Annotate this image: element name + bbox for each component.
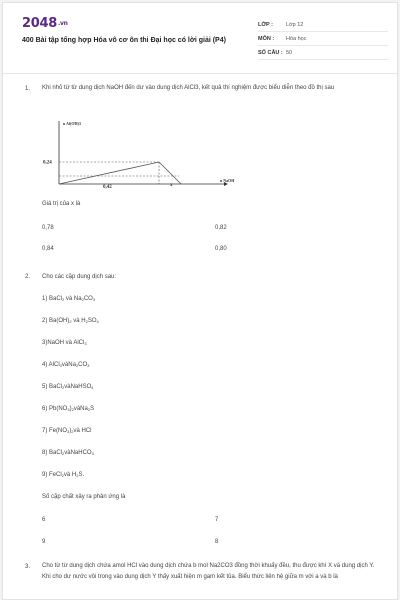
q2-item-2: 2) $Ba(OH)_2$ và $H_2SO_4$ xyxy=(42,318,99,324)
q2-item-1: 1) BaCl$_2$ và $Na_2CO_3$ xyxy=(42,296,96,302)
meta-key: LỚP : xyxy=(258,21,273,28)
q2-question: Số cặp chất xảy ra phản ứng là xyxy=(42,494,126,500)
q2-item-5: 5) BaCl$_2$vàNaHSO$_4$ xyxy=(42,384,94,390)
meta-row-count xyxy=(258,46,388,60)
q3-text: Cho từ từ dung dịch chứa amol HCl vào dung dịch chứa b mol Na2CO3 đồng thời khuấy đều, thu được khí X và dung dịch Y. Khi cho dư nước vôi trong vào dung dịch Y thấy xuất hiện m gam kết tủa. Biểu thức liên hệ giữa m với a và b là xyxy=(42,563,375,580)
q1-option-a[interactable]: 0,78 xyxy=(42,225,54,231)
q1-text: Khi nhỏ từ từ dung dịch NaOH đến dư vào dung dịch AlCl3, kết quả thí nghiệm được biểu diễn theo đồ thị sau xyxy=(42,85,335,91)
logo-suffix: .vn xyxy=(57,20,68,27)
meta-key: MÔN : xyxy=(258,35,275,42)
q2-item-4: 4) $AlCl_3vàNa_2CO_3$ xyxy=(42,362,90,368)
meta-row-subject xyxy=(258,32,388,46)
q2-item-7: 7) $Fe(NO_3)_2và$ HCl xyxy=(42,428,92,434)
meta-value: Lớp 12 xyxy=(286,21,304,28)
q2-option-d[interactable]: 8 xyxy=(215,539,219,545)
meta-key: SỐ CÂU : xyxy=(258,49,283,56)
q2-number: 2. xyxy=(25,274,31,280)
graph-line-down xyxy=(159,162,181,184)
graph-x-tick-2: x xyxy=(170,183,173,188)
q2-item-9: 9) FeCl$_2$và $H_2S$. xyxy=(42,472,85,478)
page-title: 400 Bài tập tổng hợp Hóa vô cơ ôn thi Đại học có lời giải (P4) xyxy=(22,37,226,44)
header-divider xyxy=(3,73,397,74)
logo[interactable] xyxy=(22,16,68,31)
meta-info xyxy=(258,18,388,60)
q2-item-6: 6) $Pb(NO_3)_2vàNa_2S$ xyxy=(42,406,95,412)
q1-question: Giá trị của x là xyxy=(42,201,81,207)
q2-option-c[interactable]: 9 xyxy=(42,539,46,545)
graph-x-label: n NaOH xyxy=(220,178,235,183)
q2-item-3: 3)NaOH và AlCl$_3$ xyxy=(42,340,87,346)
logo-text: 2048 xyxy=(22,16,57,31)
graph-x-tick-1: 0,42 xyxy=(103,185,112,190)
q1-graph xyxy=(39,116,239,190)
graph-y-label: n Al(OH)3 xyxy=(63,121,81,126)
q2-option-b[interactable]: 7 xyxy=(215,517,219,523)
meta-row-class xyxy=(258,18,388,32)
q1-number: 1. xyxy=(25,86,31,92)
q2-option-a[interactable]: 6 xyxy=(42,517,46,523)
q2-item-8: 8) BaCl$_2$vàNaHCO$_3$ xyxy=(42,450,94,456)
meta-value: 50 xyxy=(286,49,293,56)
document-page xyxy=(2,2,398,600)
meta-value: Hóa học xyxy=(286,35,307,42)
graph-line-up xyxy=(59,162,159,184)
graph-y-tick: 0,24 xyxy=(43,160,52,166)
q3-number: 3. xyxy=(25,564,31,570)
q2-text: Cho các cặp dung dịch sau: xyxy=(42,274,117,280)
q1-option-b[interactable]: 0,82 xyxy=(215,225,227,231)
q1-option-c[interactable]: 0,84 xyxy=(42,246,54,252)
q1-option-d[interactable]: 0,80 xyxy=(215,246,227,252)
